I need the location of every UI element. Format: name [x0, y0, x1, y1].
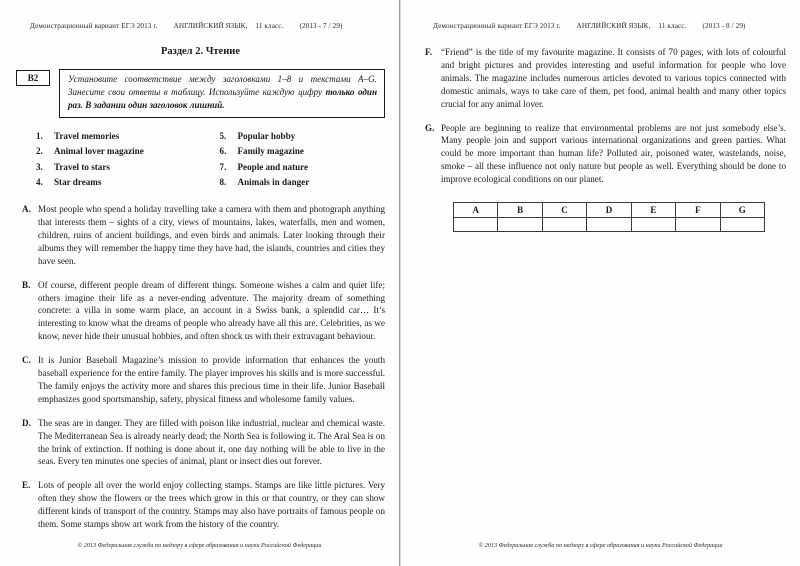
- reading-paragraph: [419, 122, 786, 187]
- paragraph-letter: G.: [425, 122, 435, 133]
- header-grade: 11 класс.: [658, 22, 687, 30]
- heading-item: [220, 175, 386, 191]
- answer-table-header-cell: A: [454, 203, 498, 218]
- page-footer-left: © 2013 Федеральная служба по надзору в сфере образования и науки Российской Федерации: [77, 542, 322, 549]
- heading-label: Animal lover magazine: [54, 146, 144, 157]
- answer-cell[interactable]: [542, 218, 586, 232]
- task-instruction-part2: . В задании один заголовок лишний.: [80, 100, 225, 111]
- answer-table-answer-row[interactable]: [454, 218, 765, 232]
- answer-table-header-cell: F: [676, 203, 720, 218]
- heading-item: [36, 129, 202, 145]
- header-subject: АНГЛИЙСКИЙ ЯЗЫК,: [576, 22, 651, 30]
- task-instruction-emphasis: только один раз: [68, 87, 377, 111]
- answer-cell[interactable]: [631, 218, 675, 232]
- paragraph-letter: C.: [22, 355, 31, 366]
- paragraph-text: The seas are in danger. They are filled with poison like industrial, nuclear and chemical waste. The Mediterranean Sea is already nearly dead; the North Sea is following it. The Aral Sea is on the brink of extinction. If nothing is done about it, one day nothing will be able to live in the seas. Every ten minutes one species of animal, plant or insect dies out forever.: [38, 417, 385, 467]
- answer-table-header-cell: E: [631, 203, 675, 218]
- headings-list: [36, 129, 385, 192]
- page-header-left: [16, 22, 385, 30]
- heading-label: Popular hobby: [237, 130, 296, 141]
- answer-cell[interactable]: [454, 218, 498, 232]
- header-page-ref: (2013 - 7 / 29): [299, 22, 343, 30]
- task-instruction-part1: Установите соответствие между заголовками 1–8 и текстами A–G. Занесите свои ответы в таблицу. Используйте каждую цифру: [68, 74, 377, 98]
- answer-cell[interactable]: [498, 218, 542, 232]
- reading-paragraph: [419, 46, 786, 111]
- paragraph-letter: F.: [425, 47, 432, 57]
- heading-label: Family magazine: [237, 146, 304, 157]
- answer-table-header-cell: B: [498, 203, 542, 218]
- answer-table-header-row: [454, 203, 765, 218]
- heading-label: Star dreams: [54, 177, 102, 188]
- answer-cell[interactable]: [587, 218, 631, 232]
- heading-item: [36, 144, 202, 160]
- heading-number: 5.: [219, 130, 227, 141]
- heading-label: People and nature: [237, 161, 309, 172]
- heading-label: Animals in danger: [237, 177, 310, 188]
- heading-label: Travel to stars: [54, 161, 110, 172]
- paragraph-letter: B.: [22, 279, 31, 290]
- header-grade: 11 класс.: [255, 22, 284, 30]
- heading-number: 1.: [36, 130, 43, 141]
- page-footer-right: © 2013 Федеральная служба по надзору в сфере образования и науки Российской Федерации: [478, 542, 723, 549]
- section-title: Раздел 2. Чтение: [161, 46, 240, 57]
- answer-table-header-cell: G: [720, 203, 764, 218]
- reading-paragraph: [16, 417, 385, 469]
- heading-number: 7.: [219, 161, 227, 172]
- task-b2: [16, 69, 385, 118]
- paragraph-letter: E.: [22, 480, 31, 491]
- reading-paragraph: [16, 279, 385, 344]
- answer-table-header-cell: C: [542, 203, 586, 218]
- task-code-badge: B2: [16, 70, 50, 86]
- paragraph-text: Of course, different people dream of different things. Someone wishes a calm and quiet life; others imagine their life as a never-ending adventure. The majority dream of something concrete: a villa in some warm place, an account in a Swiss bank, a splendid car… It’s interesting to know what the dreams of people who already have all this are. Celebrities, as we know, never hide their unusual hobbies, and often shock us with their extravagant behaviour.: [38, 279, 385, 342]
- header-subject: АНГЛИЙСКИЙ ЯЗЫК,: [173, 22, 248, 30]
- heading-number: 6.: [219, 146, 227, 157]
- heading-item: [220, 129, 386, 145]
- paragraph-letter: D.: [22, 417, 31, 428]
- heading-item: [220, 144, 386, 160]
- task-instruction: [59, 69, 385, 118]
- paragraph-text: It is Junior Baseball Magazine’s mission to provide information that enhances the youth baseball experience for the entire family. The player improves his skills and is more successful. The family enjoys the activity more and shares this precious time in their life. Junior Baseball emphasizes good sportsmanship, safety, physical fitness and wholesome family values.: [38, 355, 385, 404]
- heading-item: [220, 160, 386, 176]
- header-exam-label: Демонстрационный вариант ЕГЭ 2013 г.: [30, 22, 158, 30]
- reading-paragraph: [16, 354, 385, 406]
- reading-paragraph: [16, 479, 385, 531]
- answer-table-header-cell: D: [587, 203, 631, 218]
- heading-number: 2.: [36, 146, 43, 157]
- header-exam-label: Демонстрационный вариант ЕГЭ 2013 г.: [433, 22, 561, 30]
- paragraph-text: People are beginning to realize that environmental problems are not just somebody else’s. Many people join and support various international organizations and green parties. What could be more important than human life? Polluted air, poisoned water, wastelands, noise, smoke – all these influence not only nature but people as well. Everything should be done to improve ecological conditions on our planet.: [441, 122, 786, 185]
- heading-item: [36, 160, 202, 176]
- heading-label: Travel memories: [54, 130, 120, 141]
- exam-page-right: [400, 0, 800, 566]
- heading-item: [36, 175, 202, 191]
- heading-number: 8.: [219, 177, 227, 188]
- answer-cell[interactable]: [676, 218, 720, 232]
- answer-cell[interactable]: [720, 218, 764, 232]
- paragraph-text: Most people who spend a holiday travelling take a camera with them and photograph anything that interests them – sights of a city, views of mountains, lakes, waterfalls, men and women, children, ruins of ancient buildings, and even birds and animals. Later looking through their albums they will remember the happy time they have had, the islands, countries and cities they have seen.: [38, 204, 385, 266]
- heading-number: 3.: [36, 161, 43, 172]
- paragraph-letter: A.: [22, 204, 31, 215]
- paragraph-text: “Friend” is the title of my favourite magazine. It consists of 70 pages, with lots of colourful and bright pictures and provides interesting and useful information for people who love animals. The magazine includes numerous articles devoted to various topics connected with domestic animals, ways to take care of them, pet food, animal health and many other topics crucial for any animal lover.: [441, 47, 786, 109]
- paragraph-text: Lots of people all over the world enjoy collecting stamps. Stamps are like little pictures. Very often they show the flowers or the trees which grow in this or that country, or they can show different kinds of transport of the country. Stamps may also have portraits of famous people on them. Some stamps show art work from the history of the country.: [38, 480, 385, 530]
- page-header-right: [419, 22, 786, 30]
- answer-table[interactable]: [453, 202, 765, 232]
- header-page-ref: (2013 - 8 / 29): [702, 22, 746, 30]
- heading-number: 4.: [36, 177, 43, 188]
- reading-paragraph: [16, 203, 385, 268]
